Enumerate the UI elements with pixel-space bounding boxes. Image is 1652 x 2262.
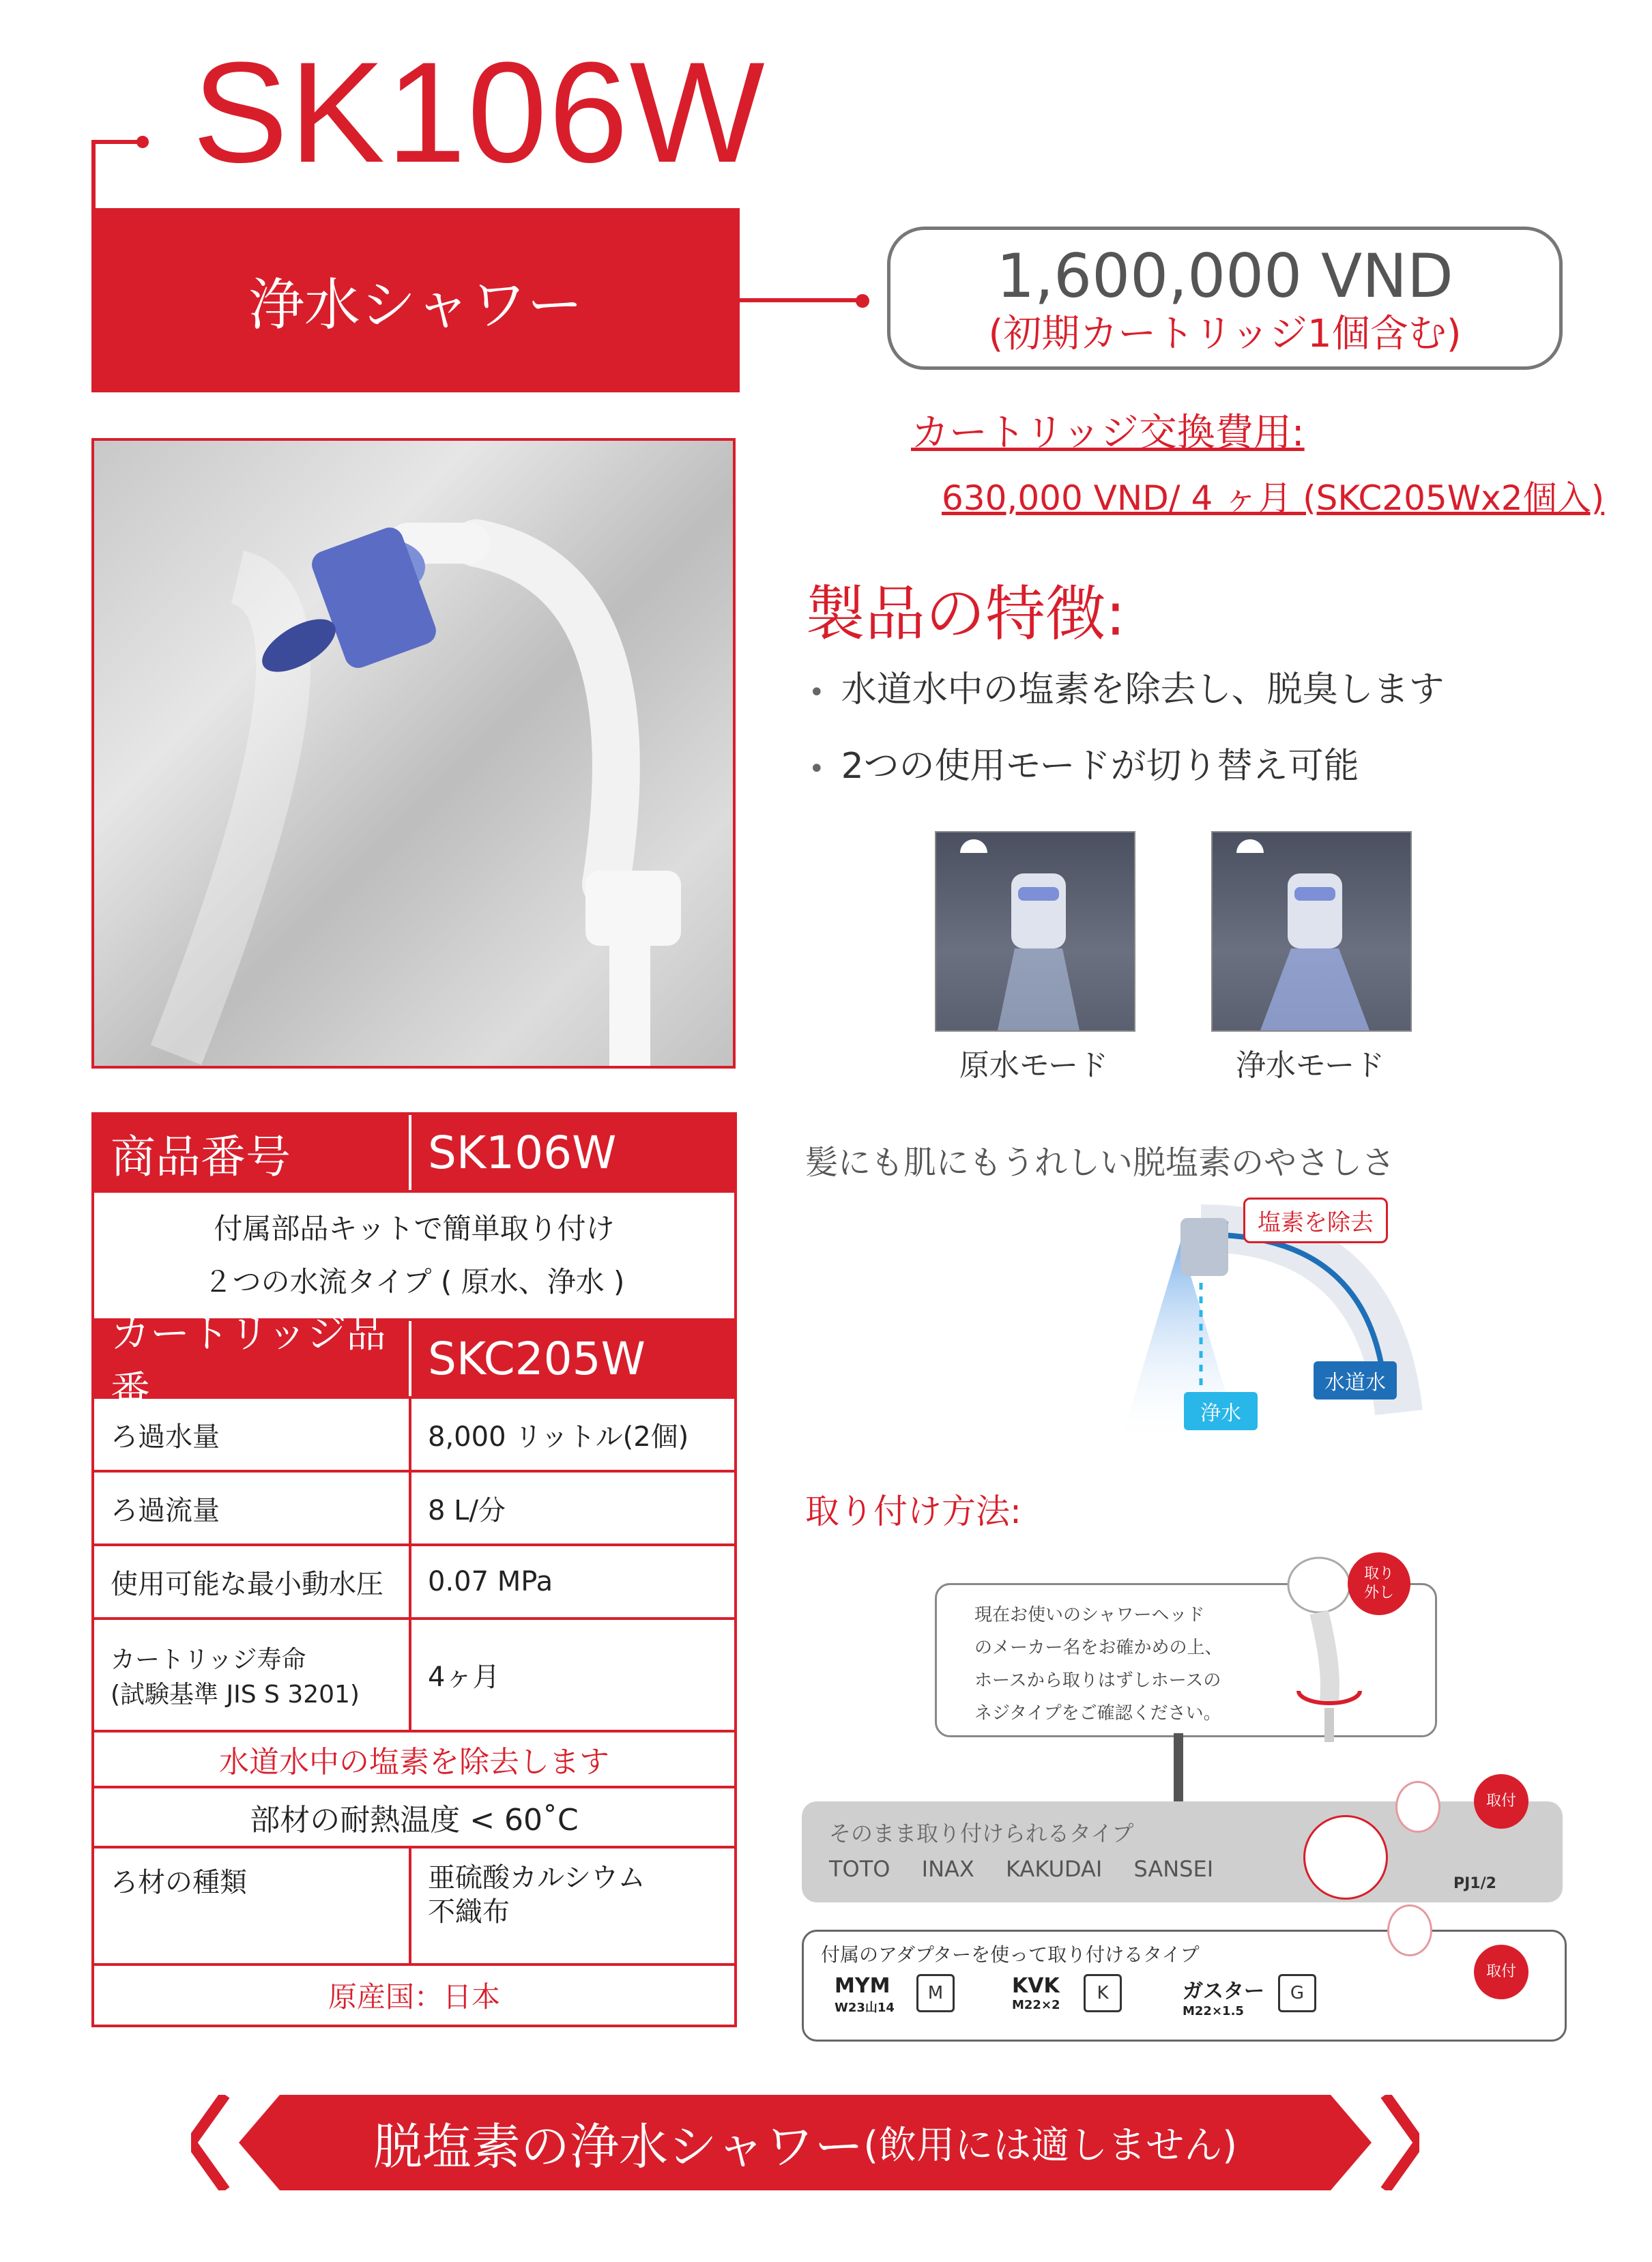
cartridge-header-row <box>94 1310 734 1414</box>
chlorine-note-row <box>94 1732 734 1788</box>
feature-item: • 2つの使用モードが切り替え可能 <box>809 746 1359 787</box>
shower-head-icon <box>1387 1904 1432 1956</box>
banner-text: 脱塩素の浄水シャワー (飲用には適しません) <box>373 2118 1238 2175</box>
spec-row <box>94 1473 734 1546</box>
installation-title: 取り付け方法: <box>805 1492 1021 1531</box>
tap-water-label: 水道水 <box>1314 1361 1397 1400</box>
remove-badge: 取り 外し <box>1348 1552 1410 1615</box>
spec-row <box>94 1620 734 1732</box>
spec-description-line: 付属部品キットで簡単取り付け <box>214 1212 615 1245</box>
spec-row <box>94 1399 734 1473</box>
product-name-box <box>91 208 740 392</box>
price-box <box>887 227 1563 370</box>
pure-water-mode-caption: 浄水モード <box>1235 1048 1385 1083</box>
spec-row-value: 8,000 リットル(2個) <box>428 1421 689 1453</box>
spec-description-line: ２つの水流タイプ ( 原水、浄水 ) <box>203 1265 625 1299</box>
material-row <box>94 1848 734 1966</box>
header-bracket-dot <box>136 136 149 148</box>
chlorine-removed-label: 塩素を除去 <box>1243 1198 1388 1243</box>
pure-water-mode-photo <box>1211 831 1412 1032</box>
material-label: ろ材の種類 <box>94 1848 411 1963</box>
country-of-origin: 原産国：日本 <box>328 1980 500 2014</box>
product-photo <box>91 438 736 1069</box>
material-value: 亜硫酸カルシウム 不織布 <box>428 1862 646 1928</box>
cartridge-number-value: SKC205W <box>428 1332 646 1385</box>
cartridge-cost-label: カートリッジ交換費用: <box>911 411 1305 455</box>
spec-row-label: ろ過水量 <box>94 1399 411 1470</box>
features-title: 製品の特徴: <box>805 579 1126 649</box>
pure-water-label: 浄水 <box>1184 1392 1258 1430</box>
model-number-title: SK106W <box>192 32 766 192</box>
spec-row-value: 4ヶ月 <box>428 1662 500 1693</box>
diagram-caption: 髪にも肌にもうれしい脱塩素のやさしさ <box>805 1144 1395 1182</box>
install-badge: 取付 <box>1474 1774 1528 1829</box>
price-note: (初期カートリッジ1個含む) <box>988 312 1462 356</box>
installation-step-text: 現在お使いのシャワーヘッド のメーカー名をお確かめの上、 ホースから取りはずしホースの ネジタイプをご確認ください。 <box>974 1605 1223 1724</box>
feature-item: • 水道水中の塩素を除去し、脱臭します <box>809 669 1445 710</box>
spec-row-label: カートリッジ寿命 (試験基準 JIS S 3201) <box>94 1620 411 1730</box>
direct-install-title: そのまま取り付けられるタイプ <box>829 1821 1134 1846</box>
adapter-mym: MYM W23山14 <box>835 1974 895 2015</box>
spec-row <box>94 1546 734 1620</box>
compatible-brands: TOTO INAX KAKUDAI SANSEI <box>829 1856 1214 1882</box>
spec-row-label: 使用可能な最小動水圧 <box>94 1546 411 1617</box>
cartridge-cost-value: 630,000 VND/ 4 ヶ月 (SKC205Wx2個入) <box>942 478 1605 518</box>
adapter-kvk-mark: K <box>1084 1974 1122 2012</box>
adapter-install-type-box <box>802 1930 1567 2042</box>
step-connector <box>1174 1733 1183 1801</box>
product-name: 浄水シャワー <box>248 272 583 338</box>
connector-line <box>740 298 863 302</box>
spec-row-label: ろ過流量 <box>94 1473 411 1543</box>
adapter-install-title: 付属のアダプターを使って取り付けるタイプ <box>821 1943 1200 1966</box>
shower-head-icon <box>1395 1781 1440 1833</box>
product-number-label: 商品番号 <box>94 1115 411 1190</box>
chlorine-note: 水道水中の塩素を除去します <box>219 1745 609 1780</box>
thread-type: PJ1/2 <box>1453 1875 1496 1892</box>
install-badge: 取付 <box>1474 1945 1528 1999</box>
direct-install-type-box <box>802 1801 1563 1902</box>
adapter-mym-mark: M <box>916 1974 955 2012</box>
raw-water-mode-caption: 原水モード <box>959 1048 1109 1083</box>
adapter-gastar-mark: G <box>1278 1974 1316 2012</box>
heat-resistance-row <box>94 1788 734 1848</box>
raw-water-mode-photo <box>935 831 1135 1032</box>
shower-head-illustration <box>94 441 733 1066</box>
bottom-banner <box>191 2095 1419 2190</box>
spec-row-value: 8 L/分 <box>428 1494 506 1526</box>
spec-header-row <box>94 1115 734 1193</box>
heat-resistance: 部材の耐熱温度 < 60˚C <box>250 1803 579 1838</box>
cartridge-number-label: カートリッジ品番 <box>94 1321 411 1396</box>
origin-row <box>94 1966 734 2025</box>
connector-dot <box>856 294 869 308</box>
spec-table <box>91 1112 737 2027</box>
header-bracket-line <box>91 143 96 212</box>
thread-closeup-icon <box>1303 1815 1388 1900</box>
adapter-gastar: ガスター M22×1.5 <box>1183 1980 1264 2018</box>
price-value: 1,600,000 VND <box>996 241 1453 311</box>
product-number-value: SK106W <box>428 1126 617 1179</box>
adapter-kvk: KVK M22×2 <box>1012 1974 1060 2012</box>
spec-row-value: 0.07 MPa <box>428 1566 553 1597</box>
